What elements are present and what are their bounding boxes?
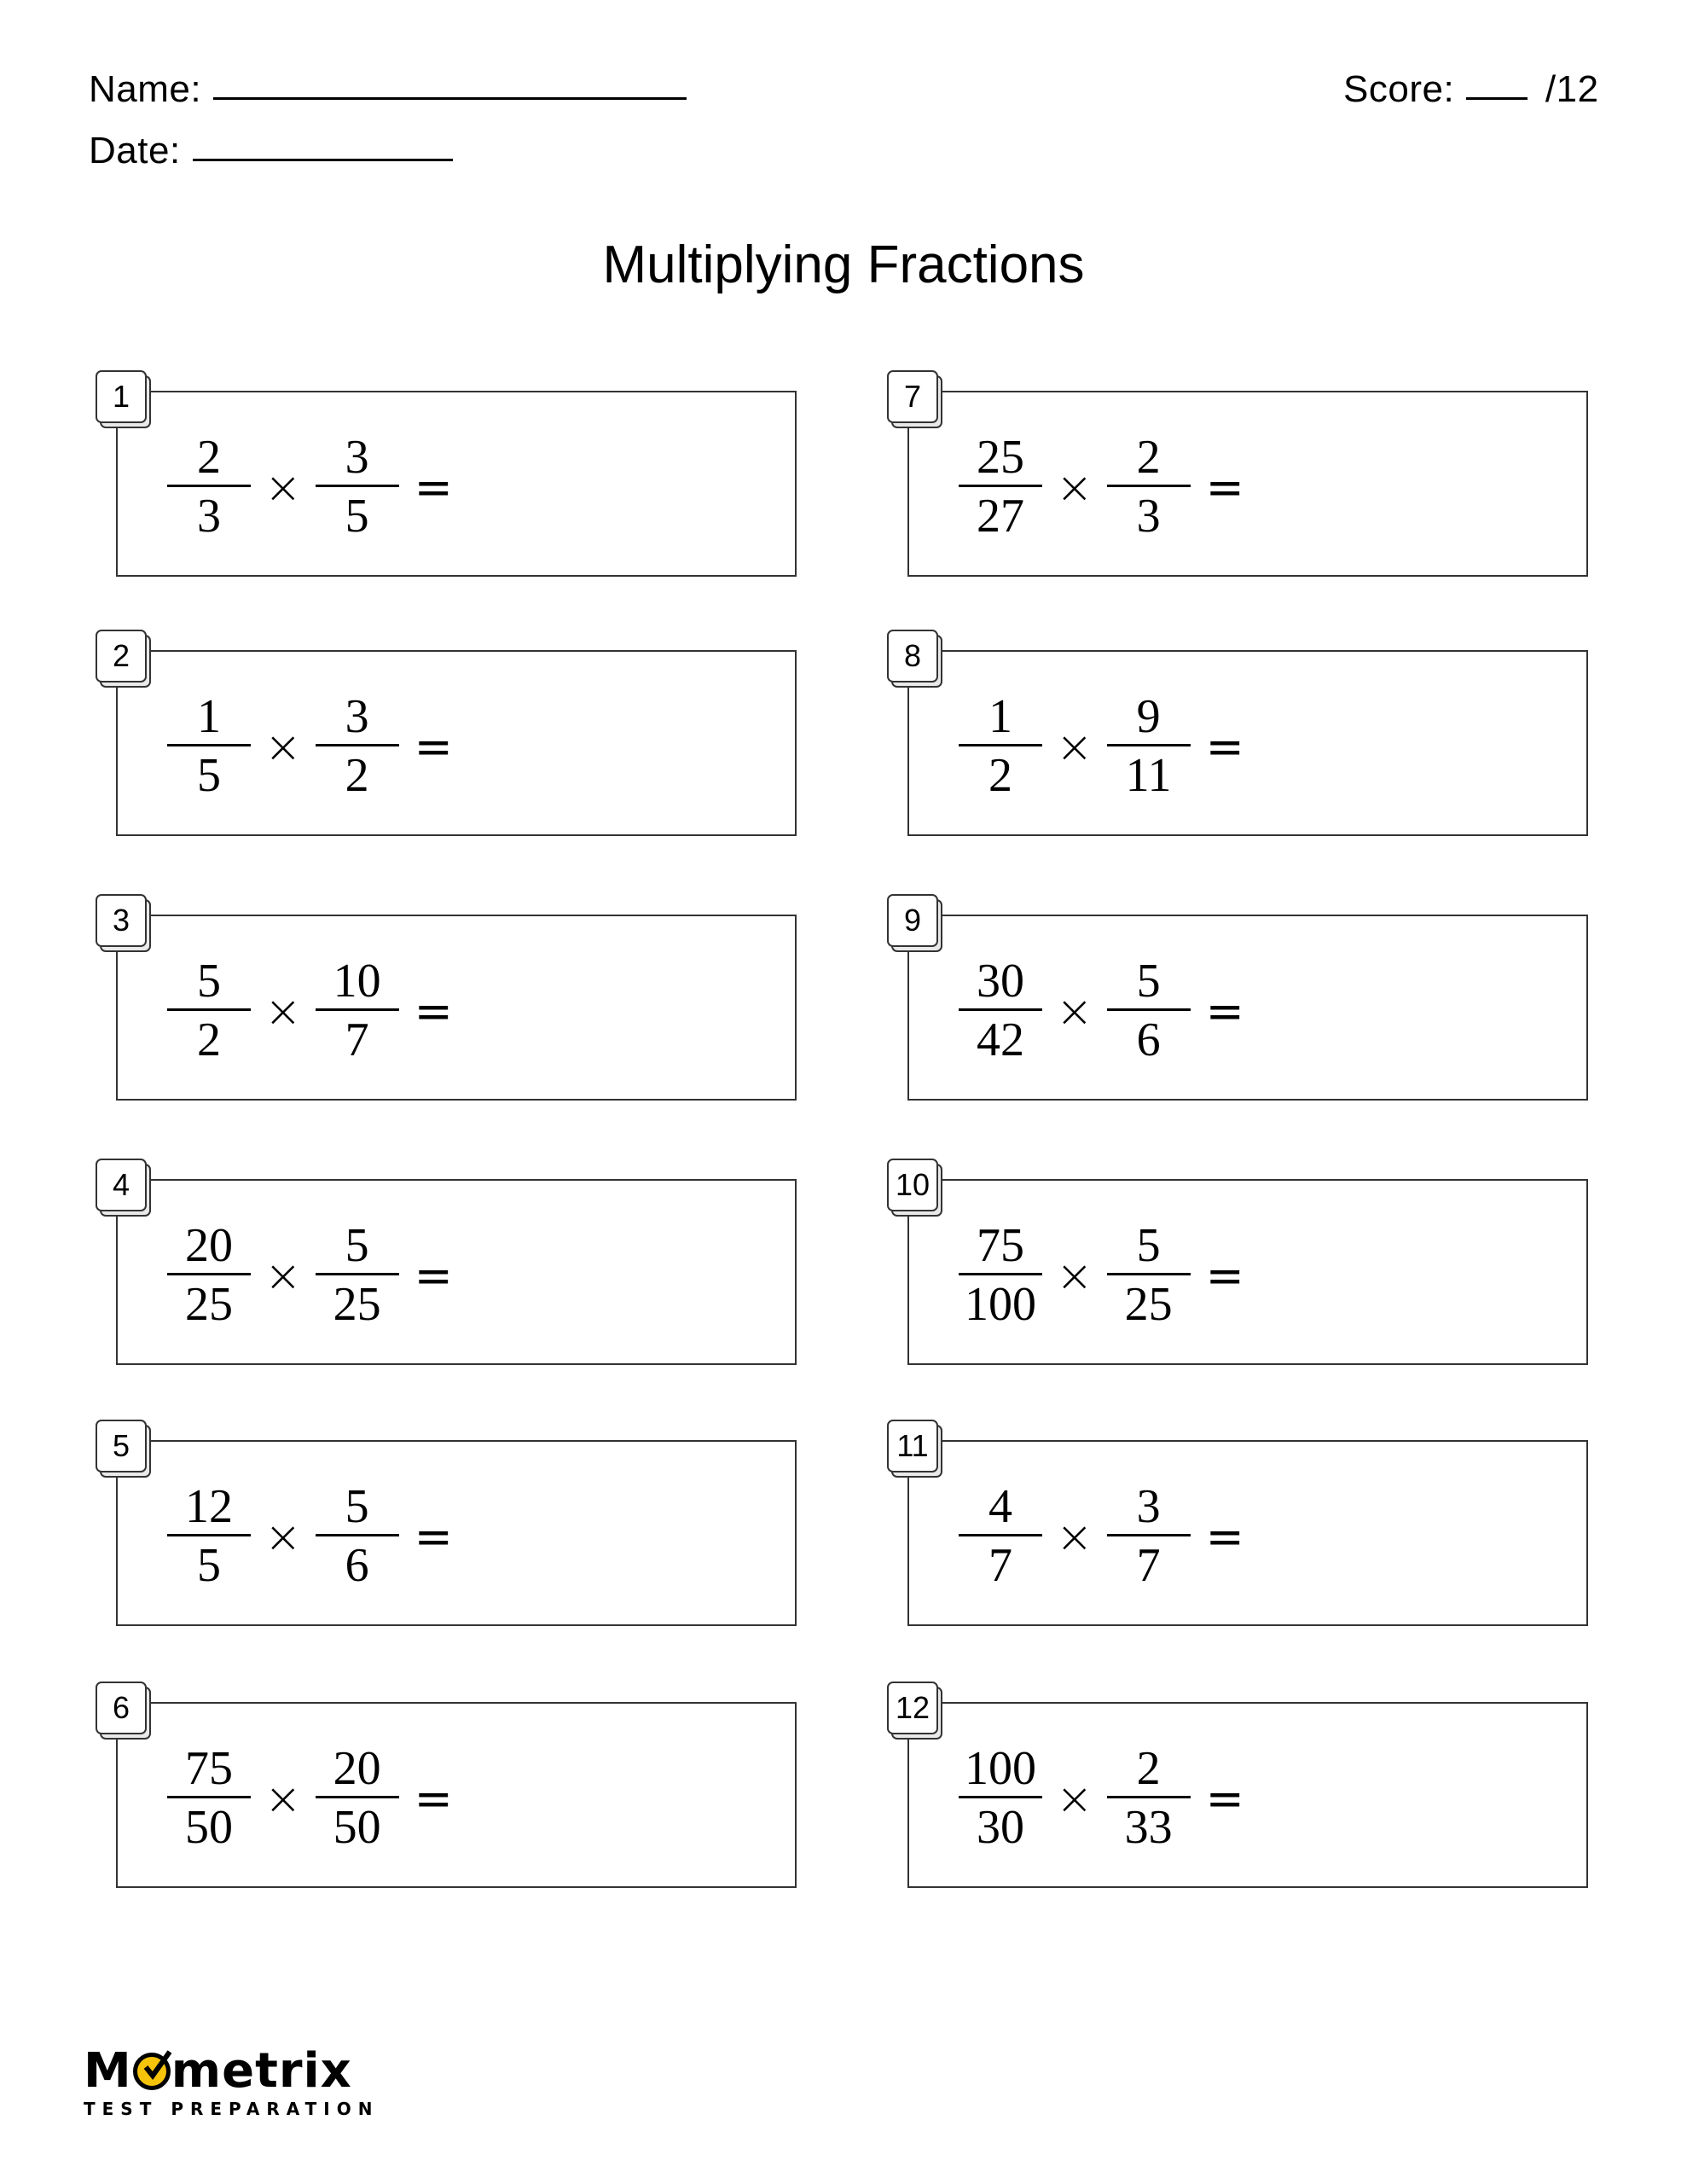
times-icon: × [1056, 1250, 1093, 1302]
logo-tagline: TEST PREPARATION [84, 2099, 380, 2119]
denominator: 2 [345, 749, 369, 802]
denominator: 50 [333, 1801, 381, 1854]
fraction-a [959, 430, 1042, 545]
denominator: 2 [197, 1014, 221, 1066]
denominator: 3 [197, 490, 221, 543]
denominator: 6 [1136, 1014, 1161, 1066]
problem-number-badge [887, 894, 940, 949]
fraction-a [959, 1479, 1042, 1594]
numerator: 75 [977, 1219, 1024, 1272]
date-field [89, 130, 453, 172]
equals-icon: = [1205, 985, 1244, 1038]
problem-number: 11 [887, 1420, 938, 1472]
fraction-a [959, 954, 1042, 1069]
numerator: 9 [1136, 690, 1161, 743]
name-label: Name: [89, 68, 202, 110]
fraction-b [316, 1479, 399, 1594]
problem-box-8 [903, 638, 1588, 836]
denominator: 7 [988, 1539, 1012, 1592]
denominator: 5 [345, 490, 369, 543]
problem-number-badge [96, 1159, 148, 1213]
fraction-b [316, 954, 399, 1069]
problem-box-6 [112, 1690, 797, 1888]
problem-number-badge [96, 894, 148, 949]
fraction-expression [959, 1218, 1244, 1333]
problem-box-7 [903, 379, 1588, 577]
problem-number: 12 [887, 1682, 938, 1734]
numerator: 5 [1136, 955, 1161, 1008]
fraction-b [316, 689, 399, 804]
times-icon: × [1056, 985, 1093, 1037]
denominator: 27 [977, 490, 1024, 543]
numerator: 1 [197, 690, 221, 743]
problem-number: 7 [887, 370, 938, 423]
times-icon: × [1056, 1773, 1093, 1825]
equals-icon: = [414, 461, 453, 514]
problem-number: 6 [96, 1682, 147, 1734]
denominator: 42 [977, 1014, 1024, 1066]
fraction-expression [167, 689, 453, 804]
numerator: 2 [197, 431, 221, 484]
fraction-expression [167, 430, 453, 545]
denominator: 11 [1125, 749, 1172, 802]
fraction-a [167, 954, 251, 1069]
times-icon: × [1056, 1511, 1093, 1563]
checkmark-icon [133, 2053, 171, 2090]
fraction-expression [959, 954, 1244, 1069]
numerator: 5 [345, 1480, 369, 1533]
fraction-b [316, 430, 399, 545]
problem-box-1 [112, 379, 797, 577]
times-icon: × [1056, 721, 1093, 773]
fraction-b [1107, 1741, 1191, 1856]
numerator: 5 [1136, 1219, 1161, 1272]
denominator: 2 [988, 749, 1012, 802]
name-blank-line[interactable] [213, 97, 687, 100]
problem-number-badge [887, 1159, 940, 1213]
numerator: 100 [965, 1742, 1036, 1795]
score-field [1343, 68, 1599, 111]
problem-number-badge [887, 1682, 940, 1736]
denominator: 5 [197, 1539, 221, 1592]
denominator: 5 [197, 749, 221, 802]
equals-icon: = [1205, 1772, 1244, 1826]
fraction-expression [959, 1479, 1244, 1594]
fraction-a [959, 689, 1042, 804]
problem-number: 4 [96, 1159, 147, 1211]
numerator: 2 [1136, 431, 1161, 484]
fraction-a [167, 1218, 251, 1333]
fraction-expression [167, 1218, 453, 1333]
fraction-a [167, 1479, 251, 1594]
equals-icon: = [414, 1249, 453, 1303]
logo-letters-metrix: metrix [171, 2043, 352, 2099]
numerator: 4 [988, 1480, 1012, 1533]
numerator: 75 [185, 1742, 233, 1795]
problem-number: 5 [96, 1420, 147, 1472]
fraction-expression [959, 689, 1244, 804]
times-icon: × [1056, 462, 1093, 514]
date-label: Date: [89, 130, 181, 171]
equals-icon: = [414, 1772, 453, 1826]
problem-box-3 [112, 903, 797, 1101]
fraction-a [167, 1741, 251, 1856]
mometrix-logo [84, 2043, 380, 2119]
score-blank-line[interactable] [1466, 97, 1528, 100]
times-icon: × [264, 985, 302, 1037]
problem-box-9 [903, 903, 1588, 1101]
times-icon: × [264, 1511, 302, 1563]
denominator: 33 [1124, 1801, 1173, 1854]
logo-letter-m: M [84, 2043, 132, 2099]
fraction-b [316, 1741, 399, 1856]
equals-icon: = [1205, 1510, 1244, 1564]
numerator: 2 [1136, 1742, 1161, 1795]
numerator: 20 [185, 1219, 233, 1272]
fraction-a [959, 1741, 1042, 1856]
fraction-expression [167, 1479, 453, 1594]
problem-number-badge [96, 630, 148, 684]
times-icon: × [264, 1250, 302, 1302]
fraction-b [1107, 954, 1191, 1069]
problem-number: 9 [887, 894, 938, 947]
problem-number-badge [887, 370, 940, 425]
problem-number: 2 [96, 630, 147, 682]
problem-number: 10 [887, 1159, 938, 1211]
fraction-a [167, 430, 251, 545]
numerator: 25 [977, 431, 1024, 484]
numerator: 3 [345, 431, 369, 484]
fraction-a [167, 689, 251, 804]
fraction-b [1107, 1218, 1191, 1333]
date-blank-line[interactable] [193, 159, 453, 161]
numerator: 3 [1136, 1480, 1161, 1533]
problem-box-4 [112, 1167, 797, 1365]
numerator: 30 [977, 955, 1024, 1008]
times-icon: × [264, 1773, 302, 1825]
equals-icon: = [414, 985, 453, 1038]
fraction-expression [959, 430, 1244, 545]
denominator: 50 [185, 1801, 233, 1854]
numerator: 1 [988, 690, 1012, 743]
fraction-expression [959, 1741, 1244, 1856]
denominator: 7 [345, 1014, 369, 1066]
equals-icon: = [1205, 1249, 1244, 1303]
equals-icon: = [1205, 461, 1244, 514]
fraction-b [1107, 430, 1191, 545]
numerator: 5 [345, 1219, 369, 1272]
problem-box-10 [895, 1167, 1588, 1365]
denominator: 30 [977, 1801, 1024, 1854]
numerator: 10 [333, 955, 381, 1008]
fraction-expression [167, 1741, 453, 1856]
denominator: 6 [345, 1539, 369, 1592]
score-label: Score: [1343, 68, 1455, 110]
score-total: /12 [1545, 68, 1599, 110]
problem-number-badge [96, 1420, 148, 1474]
problem-box-11 [896, 1428, 1588, 1626]
problem-number-badge [887, 630, 940, 684]
fraction-b [1107, 689, 1191, 804]
numerator: 20 [333, 1742, 381, 1795]
times-icon: × [264, 721, 302, 773]
equals-icon: = [414, 1510, 453, 1564]
problem-number: 8 [887, 630, 938, 682]
times-icon: × [264, 462, 302, 514]
problem-number-badge [96, 1682, 148, 1736]
fraction-a [959, 1218, 1042, 1333]
fraction-b [1107, 1479, 1191, 1594]
problem-box-12 [895, 1690, 1588, 1888]
logo-wordmark [84, 2043, 380, 2099]
problem-number: 1 [96, 370, 147, 423]
denominator: 25 [185, 1278, 233, 1331]
denominator: 25 [1124, 1278, 1173, 1331]
equals-icon: = [1205, 720, 1244, 774]
problem-box-2 [112, 638, 797, 836]
name-field [89, 68, 687, 111]
numerator: 5 [197, 955, 221, 1008]
denominator: 3 [1136, 490, 1161, 543]
equals-icon: = [414, 720, 453, 774]
denominator: 25 [333, 1278, 381, 1331]
problem-number-badge [887, 1420, 940, 1474]
numerator: 3 [345, 690, 369, 743]
fraction-expression [167, 954, 453, 1069]
denominator: 100 [965, 1278, 1036, 1331]
problem-number: 3 [96, 894, 147, 947]
problem-number-badge [96, 370, 148, 425]
numerator: 12 [185, 1480, 233, 1533]
problem-box-5 [112, 1428, 797, 1626]
denominator: 7 [1136, 1539, 1161, 1592]
page-title: Multiplying Fractions [602, 235, 1085, 294]
fraction-b [316, 1218, 399, 1333]
